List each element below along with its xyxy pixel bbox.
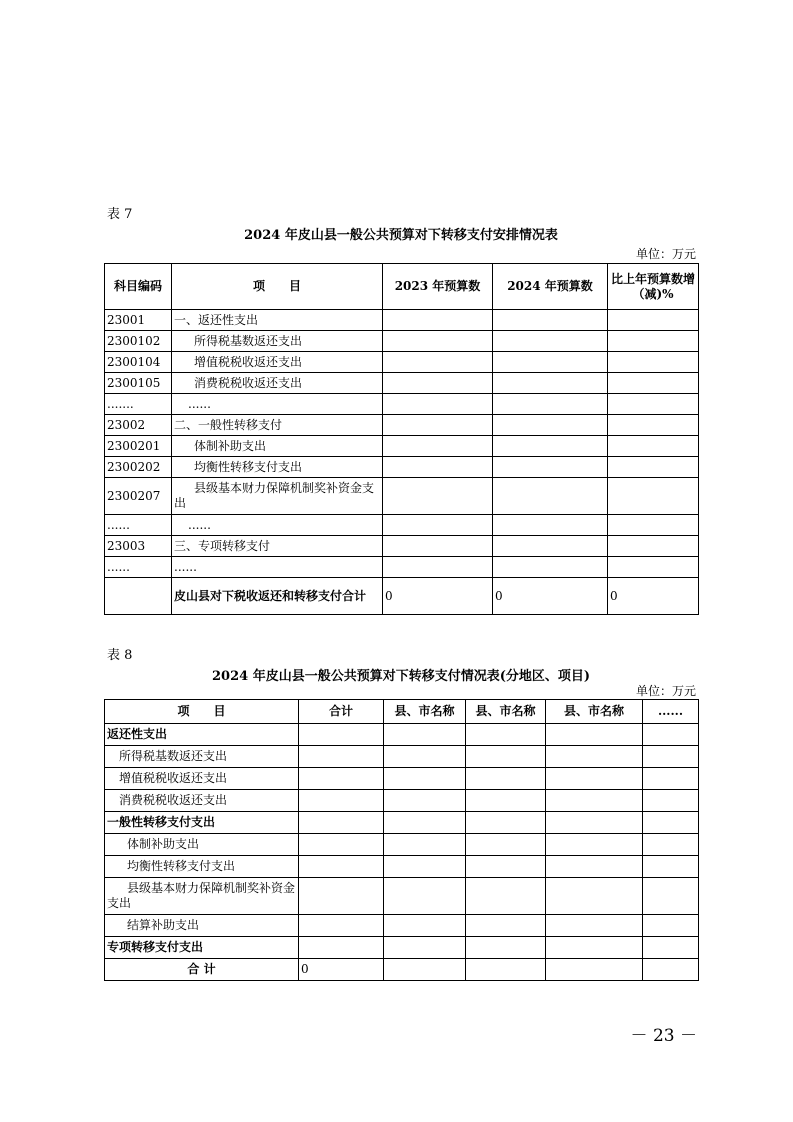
table-row [105, 724, 699, 746]
table7-code: ...... [105, 515, 172, 536]
table8-label: 表 8 [107, 648, 133, 663]
table7-item: ...... [172, 394, 383, 415]
table7-code: ...... [105, 557, 172, 578]
table8-header-sum: 合计 [299, 700, 384, 724]
table8-header-more: ...... [643, 700, 699, 724]
table7-code: 23003 [105, 536, 172, 557]
table8-header-county-3: 县、市名称 [546, 700, 643, 724]
table-row [105, 394, 699, 415]
table8-total-label: 合 计 [105, 959, 299, 981]
table8-header-county-2: 县、市名称 [466, 700, 546, 724]
table7-item: 体制补助支出 [172, 436, 383, 457]
table7-code: 23002 [105, 415, 172, 436]
table8-item: 消费税税收返还支出 [105, 790, 299, 812]
table-row [105, 915, 699, 937]
table7-header-change: 比上年预算数增（减)% [608, 264, 699, 310]
table7-label: 表 7 [107, 207, 133, 222]
table8-item: 县级基本财力保障机制奖补资金支出 [105, 878, 299, 915]
table-row [105, 790, 699, 812]
table7-total-2024: 0 [493, 578, 608, 615]
table-row [105, 834, 699, 856]
table7-item: 三、专项转移支付 [172, 536, 383, 557]
table8-unit: 单位：万元 [635, 684, 696, 698]
table-row [105, 812, 699, 834]
table-row [105, 878, 699, 915]
table7-total-label: 皮山县对下税收返还和转移支付合计 [172, 578, 383, 615]
table8-header-row [105, 700, 699, 724]
table-row [105, 457, 699, 478]
table7-code: 2300207 [105, 478, 172, 515]
table8 [104, 699, 699, 981]
table7-item: 县级基本财力保障机制奖补资金支出 [172, 478, 383, 515]
table8-item: 增值税税收返还支出 [105, 768, 299, 790]
table8-total-row [105, 959, 699, 981]
table-row [105, 515, 699, 536]
table7-total-2023: 0 [383, 578, 493, 615]
table8-item: 结算补助支出 [105, 915, 299, 937]
table7-item: ...... [172, 557, 383, 578]
table7-title: 2024 年皮山县一般公共预算对下转移支付安排情况表 [244, 228, 558, 243]
table-row [105, 856, 699, 878]
table8-item: 一般性转移支付支出 [105, 812, 299, 834]
table7-header-code: 科目编码 [105, 264, 172, 310]
table-row [105, 746, 699, 768]
table8-item: 所得税基数返还支出 [105, 746, 299, 768]
table8-title: 2024 年皮山县一般公共预算对下转移支付情况表(分地区、项目) [211, 669, 590, 684]
table-row [105, 478, 699, 515]
table8-item: 均衡性转移支付支出 [105, 856, 299, 878]
table7-header-2024: 2024 年预算数 [493, 264, 608, 310]
table-row [105, 768, 699, 790]
table8-header-item: 项 目 [105, 700, 299, 724]
table7-header-item: 项 目 [172, 264, 383, 310]
table7-code: 2300102 [105, 331, 172, 352]
table7-item: 增值税税收返还支出 [172, 352, 383, 373]
table7-total-row [105, 578, 699, 615]
table-row [105, 937, 699, 959]
table-row [105, 415, 699, 436]
table-row [105, 436, 699, 457]
table7-code: 2300201 [105, 436, 172, 457]
table7-code: 2300104 [105, 352, 172, 373]
table-row [105, 373, 699, 394]
table7-item: 二、一般性转移支付 [172, 415, 383, 436]
table7-item: 一、返还性支出 [172, 310, 383, 331]
table8-item: 返还性支出 [105, 724, 299, 746]
table7-code: ....... [105, 394, 172, 415]
table7-item: ...... [172, 515, 383, 536]
table7-item: 均衡性转移支付支出 [172, 457, 383, 478]
table7 [104, 263, 699, 615]
table-row [105, 331, 699, 352]
table8-total-sum: 0 [299, 959, 384, 981]
table-row [105, 352, 699, 373]
table8-item: 专项转移支付支出 [105, 937, 299, 959]
table-row [105, 310, 699, 331]
table-row [105, 536, 699, 557]
table7-unit: 单位：万元 [635, 247, 696, 261]
table7-item: 消费税税收返还支出 [172, 373, 383, 394]
table7-header-2023: 2023 年预算数 [383, 264, 493, 310]
table7-total-change: 0 [608, 578, 699, 615]
page-number: － 23 － [630, 1026, 697, 1046]
table7-item: 所得税基数返还支出 [172, 331, 383, 352]
table8-header-county-1: 县、市名称 [384, 700, 466, 724]
table7-header-row [105, 264, 699, 310]
table8-item: 体制补助支出 [105, 834, 299, 856]
table7-code: 2300202 [105, 457, 172, 478]
table7-code: 2300105 [105, 373, 172, 394]
table7-code: 23001 [105, 310, 172, 331]
table-row [105, 557, 699, 578]
